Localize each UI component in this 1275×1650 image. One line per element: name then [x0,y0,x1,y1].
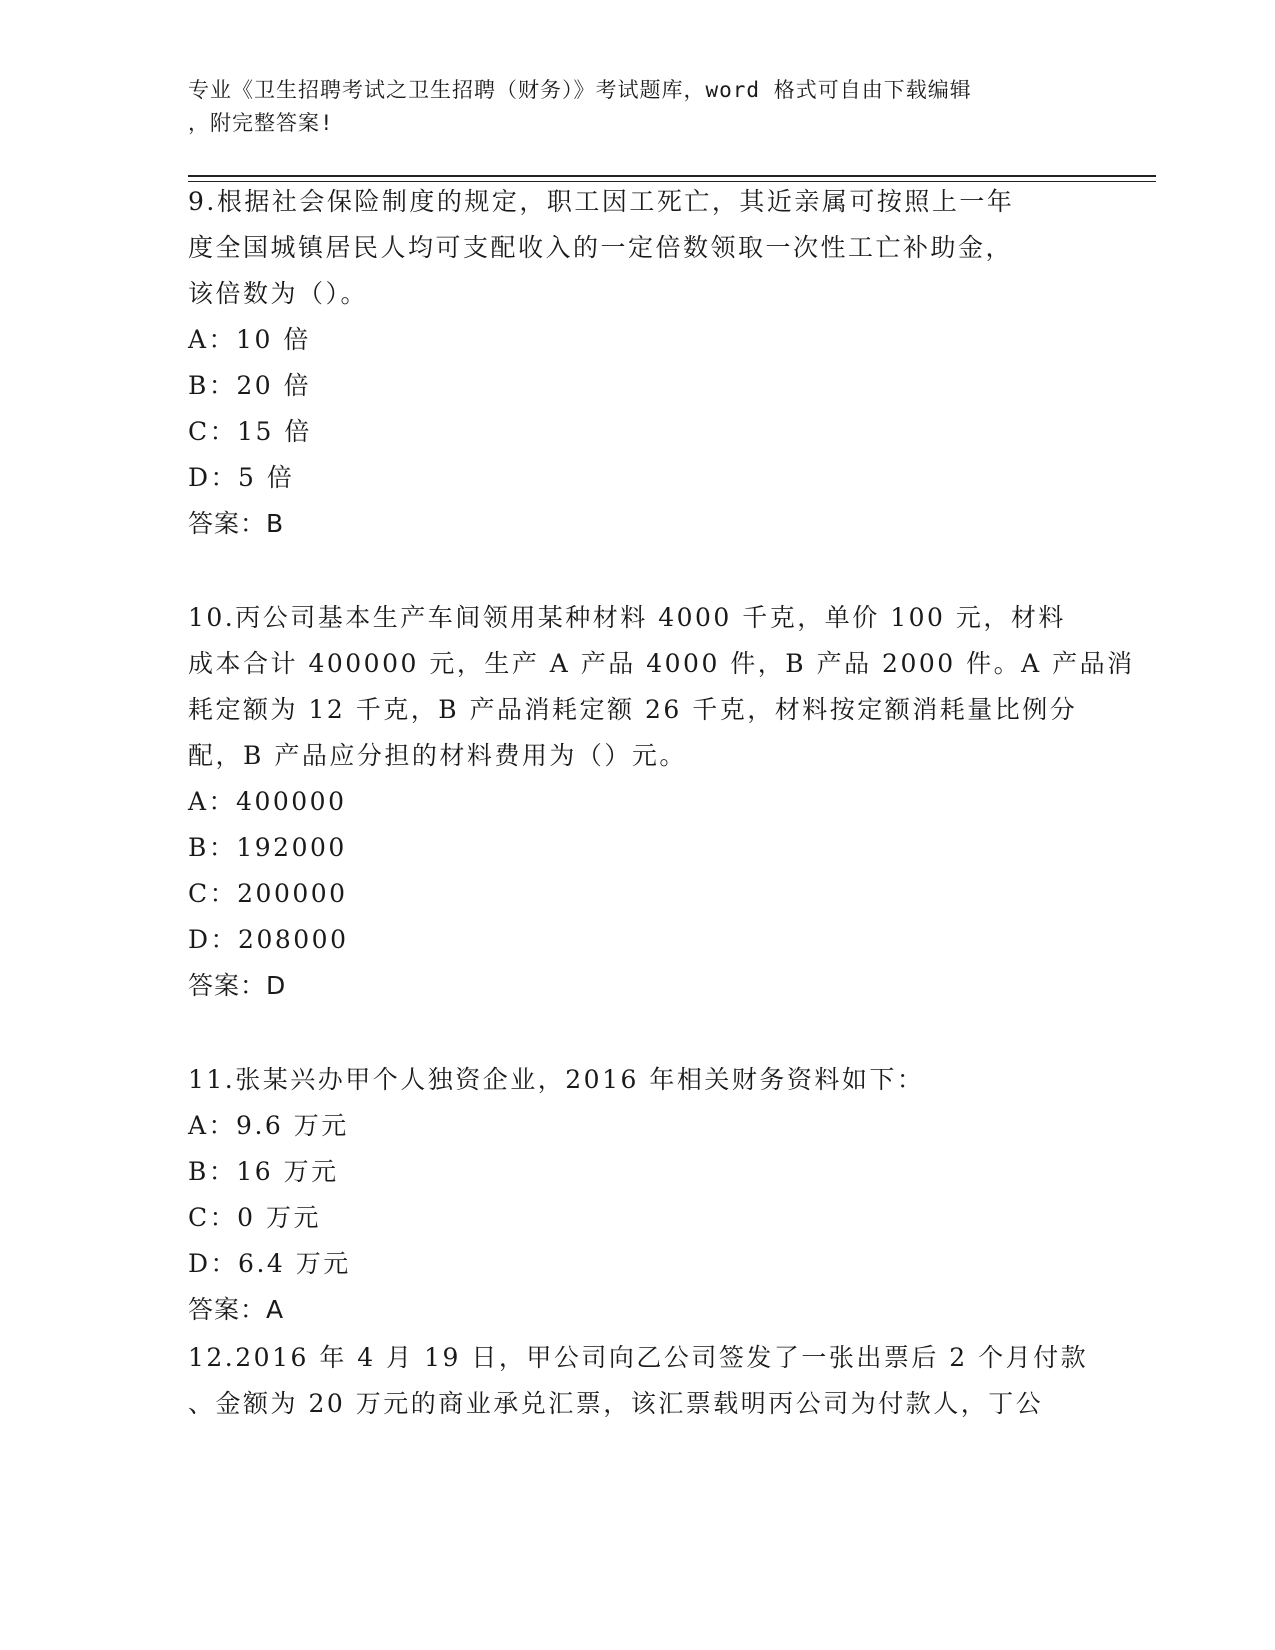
option-d: D：5 倍 [188,463,295,492]
question-stem-line: 11.张某兴办甲个人独资企业，2016 年相关财务资料如下： [188,1065,925,1094]
question-9 [188,179,1118,547]
option-c: C：200000 [188,879,348,908]
question-stem-line: 10.丙公司基本生产车间领用某种材料 4000 千克，单价 100 元，材料 [188,603,1066,632]
option-b: B：20 倍 [188,371,312,400]
question-stem-line: 耗定额为 12 千克，B 产品消耗定额 26 千克，材料按定额消耗量比例分 [188,695,1078,724]
question-stem-line: 成本合计 400000 元，生产 A 产品 4000 件，B 产品 2000 件。A 产品消 [188,649,1135,678]
option-a: A：10 倍 [188,325,311,354]
header-rule-thick [188,175,1156,177]
option-c: C：15 倍 [188,417,312,446]
question-stem-line: 12.2016 年 4 月 19 日，甲公司向乙公司签发了一张出票后 2 个月付款 [188,1343,1089,1372]
option-b: B：192000 [188,833,347,862]
question-stem-line: 配，B 产品应分担的材料费用为（）元。 [188,741,687,770]
answer-label: 答案：D [188,971,287,1000]
question-stem-line: 度全国城镇居民人均可支配收入的一定倍数领取一次性工亡补助金， [188,233,1014,262]
option-d: D：6.4 万元 [188,1249,351,1278]
option-b: B：16 万元 [188,1157,339,1186]
answer-label: 答案：A [188,1295,285,1324]
header-line-1: 专业《卫生招聘考试之卫生招聘（财务）》考试题库，word 格式可自由下载编辑 [188,78,972,102]
option-d: D：208000 [188,925,349,954]
question-stem-line: 该倍数为（）。 [188,279,369,308]
question-stem-line: 、金额为 20 万元的商业承兑汇票，该汇票载明丙公司为付款人，丁公 [188,1389,1044,1418]
option-a: A：400000 [188,787,347,816]
question-stem-line: 9.根据社会保险制度的规定，职工因工死亡，其近亲属可按照上一年 [188,187,1015,216]
header-line-2: ，附完整答案! [188,111,334,135]
option-c: C：0 万元 [188,1203,321,1232]
question-12 [188,1335,1118,1427]
answer-label: 答案：B [188,509,285,538]
question-10 [188,595,1135,1009]
question-11 [188,1057,1118,1333]
option-a: A：9.6 万元 [188,1111,349,1140]
document-header [188,74,1068,140]
